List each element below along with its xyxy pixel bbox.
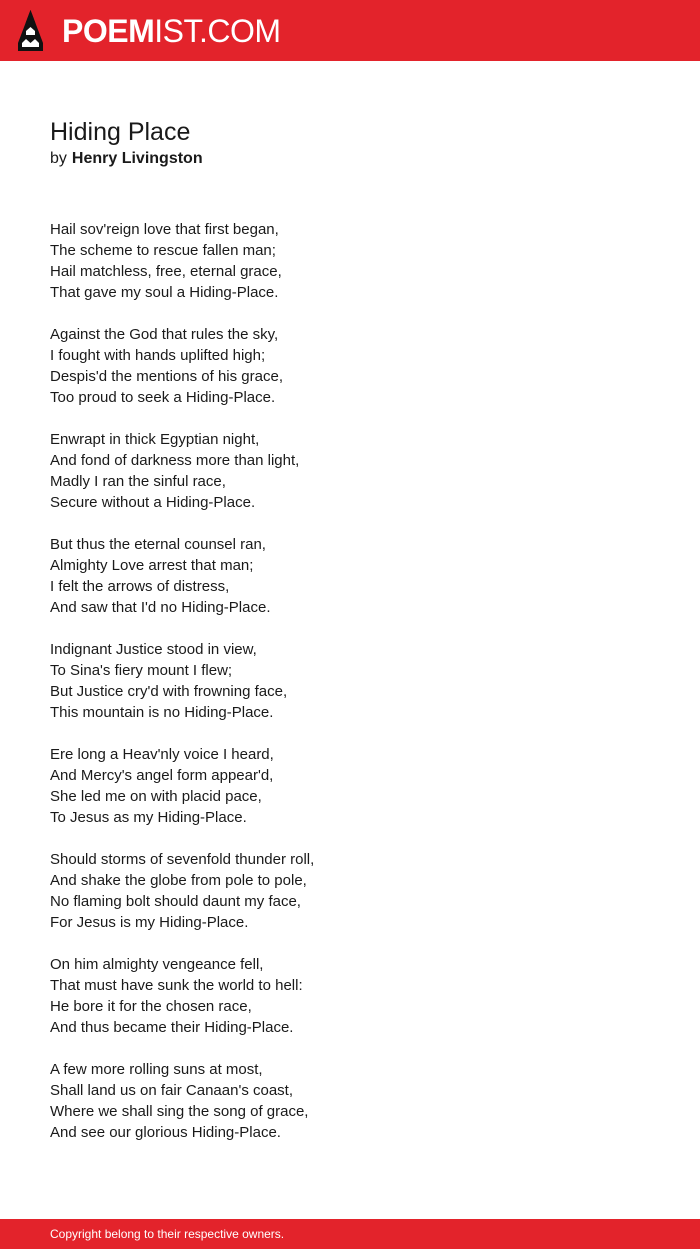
poem-body	[50, 219, 650, 1164]
poem-line: I fought with hands uplifted high;	[50, 347, 266, 364]
poem-line: Enwrapt in thick Egyptian night,	[50, 431, 260, 448]
poem-line: Ere long a Heav'nly voice I heard,	[50, 746, 274, 763]
poem-line: But thus the eternal counsel ran,	[50, 536, 266, 553]
author-name[interactable]: Henry Livingston	[71, 150, 203, 167]
poem-line: This mountain is no Hiding-Place.	[50, 704, 274, 721]
poem-line: Hail sov'reign love that first began,	[50, 221, 279, 238]
stanza	[50, 429, 650, 534]
poem-line: Where we shall sing the song of grace,	[50, 1103, 309, 1120]
poem-line: The scheme to rescue fallen man;	[50, 242, 276, 259]
poem-line: Secure without a Hiding-Place.	[50, 494, 256, 511]
stanza	[50, 849, 650, 954]
poem-line: Hail matchless, free, eternal grace,	[50, 263, 282, 280]
poem-line: To Sina's fiery mount I flew;	[50, 662, 233, 679]
poem-title: Hiding Place	[50, 118, 191, 146]
poem-line: Too proud to seek a Hiding-Place.	[50, 389, 276, 406]
poem-line: And see our glorious Hiding-Place.	[50, 1124, 281, 1141]
poem-line: Indignant Justice stood in view,	[50, 641, 257, 658]
poem-line: Madly I ran the sinful race,	[50, 473, 226, 490]
byline	[50, 148, 203, 170]
poem-line: Shall land us on fair Canaan's coast,	[50, 1082, 294, 1099]
stanza	[50, 744, 650, 849]
by-label: by	[50, 150, 67, 167]
poem-line: And Mercy's angel form appear'd,	[50, 767, 274, 784]
poem-line: Despis'd the mentions of his grace,	[50, 368, 283, 385]
poem-line: For Jesus is my Hiding-Place.	[50, 914, 249, 931]
poem-line: No flaming bolt should daunt my face,	[50, 893, 301, 910]
stanza	[50, 1059, 650, 1164]
stanza	[50, 954, 650, 1059]
poem-line: He bore it for the chosen race,	[50, 998, 252, 1015]
copyright-text: Copyright belong to their respective owners.	[50, 1227, 285, 1241]
stanza	[50, 639, 650, 744]
poem-line: And shake the globe from pole to pole,	[50, 872, 307, 889]
site-logo[interactable]	[62, 11, 281, 51]
logo-light-text: IST.COM	[154, 13, 281, 49]
poem-line: A few more rolling suns at most,	[50, 1061, 263, 1078]
stanza	[50, 324, 650, 429]
poem-line: But Justice cry'd with frowning face,	[50, 683, 288, 700]
poem-line: That must have sunk the world to hell:	[50, 977, 303, 994]
logo-bold-text: POEM	[62, 13, 155, 49]
poem-line: Should storms of sevenfold thunder roll,	[50, 851, 315, 868]
poem-line: And saw that I'd no Hiding-Place.	[50, 599, 271, 616]
pencil-icon[interactable]	[17, 9, 44, 52]
poem-line: She led me on with placid pace,	[50, 788, 262, 805]
site-header	[0, 0, 700, 61]
site-footer	[0, 1219, 700, 1249]
poem-line: That gave my soul a Hiding-Place.	[50, 284, 279, 301]
poem-line: And thus became their Hiding-Place.	[50, 1019, 294, 1036]
poem-line: I felt the arrows of distress,	[50, 578, 230, 595]
poem-line: On him almighty vengeance fell,	[50, 956, 264, 973]
poem-line: And fond of darkness more than light,	[50, 452, 300, 469]
poem-line: Against the God that rules the sky,	[50, 326, 279, 343]
stanza	[50, 534, 650, 639]
stanza	[50, 219, 650, 324]
poem-line: To Jesus as my Hiding-Place.	[50, 809, 247, 826]
poem-line: Almighty Love arrest that man;	[50, 557, 254, 574]
